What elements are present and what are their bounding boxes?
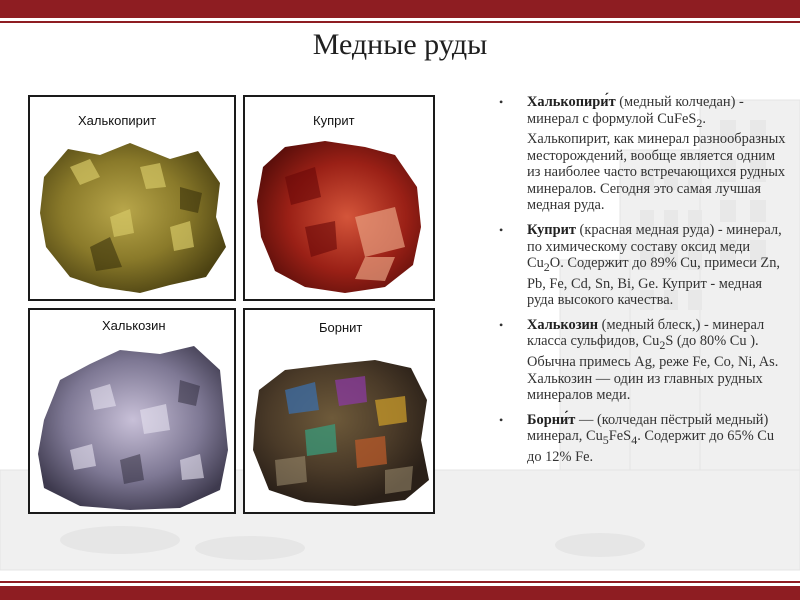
photo-label-chalcocite: Халькозин [102, 318, 166, 333]
desc-bornite-b: . Содержит до 65% Cu до 12% Fe. [527, 428, 775, 465]
chalcopyrite-mineral-image [30, 97, 234, 299]
desc-chalcocite-a: (медный блеск,) - минерал класса сульфидов, Cu [527, 316, 765, 350]
photo-cuprite [243, 95, 435, 301]
bullet-icon: • [499, 412, 504, 427]
sub-cuprite: 2 [543, 260, 550, 275]
desc-cuprite-a: (красная медная руда) - минерал, по химическому составу оксид меди Cu [527, 222, 782, 272]
bullet-icon: • [499, 223, 504, 238]
bottom-decor-line [0, 581, 800, 583]
chalcocite-mineral-image [30, 310, 234, 512]
list-item-bornite [497, 412, 787, 466]
bullet-icon: • [499, 317, 504, 332]
bottom-decor-band [0, 586, 800, 600]
sub-bornite-a: 5 [602, 433, 609, 448]
photo-bornite [243, 308, 435, 514]
term-bornite: Борни́т [527, 411, 576, 428]
photo-label-bornite: Борнит [319, 320, 363, 335]
bullet-icon: • [499, 95, 504, 109]
top-decor-band [0, 0, 800, 18]
desc-bornite-mid: FeS [608, 428, 632, 445]
desc-cuprite-b: O. Содержит до 89% Cu, примеси Zn, Pb, Fe, Cd, Sn, Bi, Ge. Куприт - медная руда высокого качества. [527, 255, 780, 309]
photo-chalcocite [28, 308, 236, 514]
sub-chalcopyrite: 2 [696, 115, 703, 130]
desc-chalcopyrite-b: . Халькопирит, как минерал разнообразных месторождений, вообще является одним из наиболее часто встречающихся рудных минералов. Сегодня это самая лучшая медная руда. [527, 110, 786, 214]
sub-bornite-b: 4 [631, 433, 638, 448]
term-chalcocite: Халькозин [527, 316, 599, 333]
photo-label-chalcopyrite: Халькопирит [78, 113, 157, 128]
cuprite-mineral-image [245, 97, 433, 299]
term-chalcopyrite: Халькопири́т [527, 94, 616, 110]
sub-chalcocite: 2 [659, 338, 666, 353]
list-item-cuprite [497, 222, 787, 309]
desc-chalcocite-b: S (до 80% Cu ). Обычна примесь Ag, реже Fe, Co, Ni, As. Халькозин — один из главных рудных минералов меди. [527, 333, 779, 404]
desc-chalcopyrite-a: (медный колчедан) - минерал с формулой CuFeS [527, 94, 744, 127]
text-column [497, 94, 787, 473]
slide-title: Медные руды [312, 28, 488, 61]
top-decor-line [0, 21, 800, 23]
term-cuprite: Куприт [527, 222, 576, 239]
desc-bornite-a: — (колчедан пёстрый медный) минерал, Cu [527, 411, 769, 445]
list-item-chalcocite [497, 317, 787, 404]
photo-label-cuprite: Куприт [313, 113, 355, 128]
photo-chalcopyrite [28, 95, 236, 301]
bornite-mineral-image [245, 310, 433, 512]
list-item-chalcopyrite [497, 94, 787, 214]
mineral-list [497, 94, 787, 465]
